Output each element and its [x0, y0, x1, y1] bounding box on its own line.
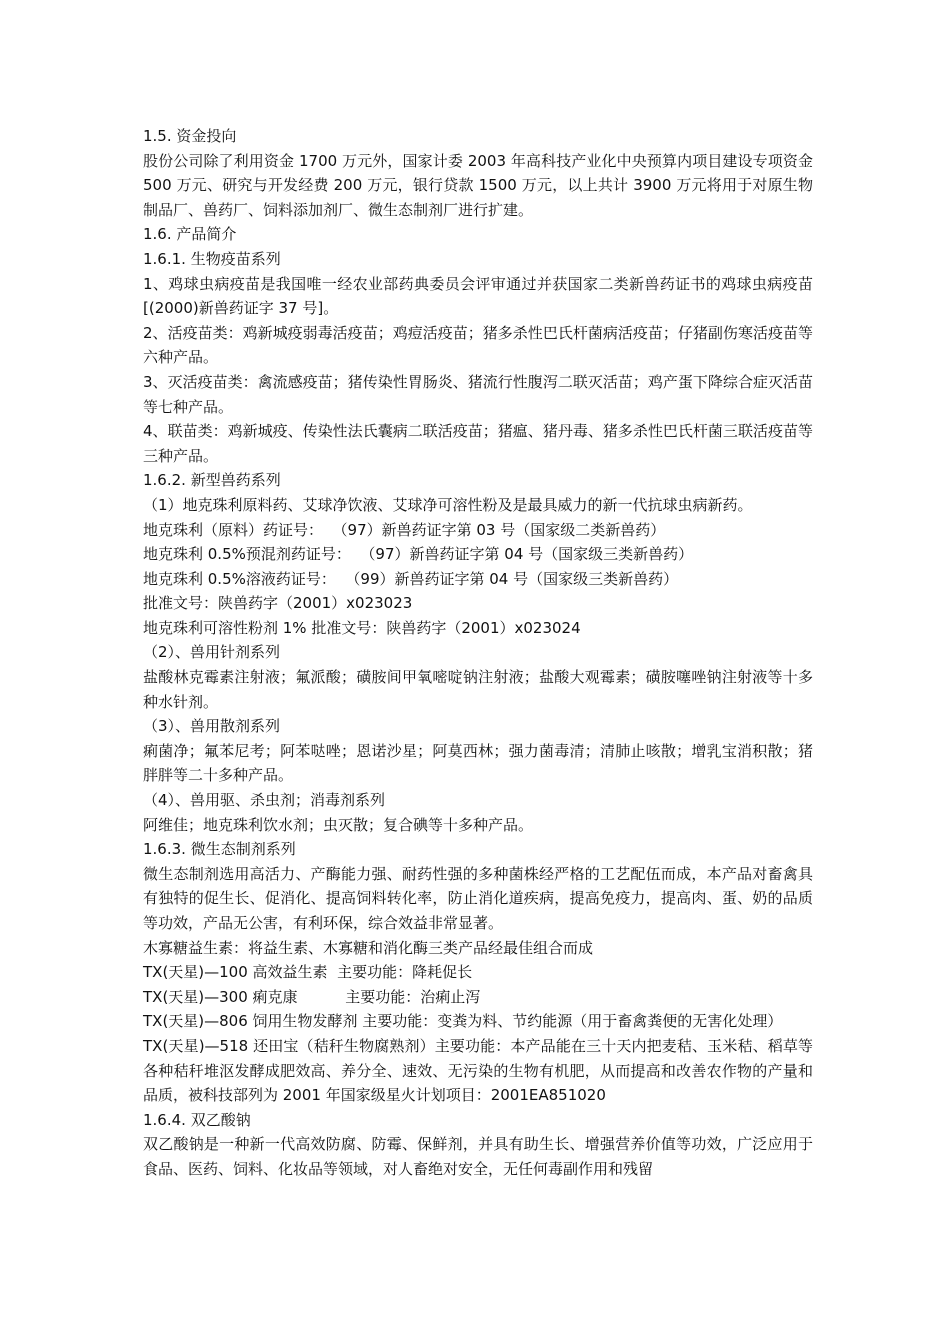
heading-1-6-2: 1.6.2. 新型兽药系列 — [143, 471, 281, 490]
paragraph-xylo-probiotic: 木寡糖益生素：将益生素、木寡糖和消化酶三类产品经最佳组合而成 — [143, 938, 594, 957]
heading-insecticide-series: （4）、兽用驱、杀虫剂；消毒剂系列 — [143, 791, 386, 810]
paragraph-vaccine-4: 4、联苗类：鸡新城疫、传染性法氏囊病二联活疫苗；猪瘟、猪丹毒、猪多杀性巴氏杆菌三联活疫苗等三种产品。 — [143, 422, 813, 465]
paragraph-license-1: 地克珠利（原料）药证号： （97）新兽药证字第 03 号（国家级二类新兽药） — [143, 520, 666, 539]
paragraph-approval-1: 批准文号：陕兽药字（2001）x023023 — [143, 594, 413, 613]
document-body — [143, 124, 813, 1182]
heading-1-6-3: 1.6.3. 微生态制剂系列 — [143, 840, 296, 859]
paragraph-funding: 股份公司除了利用资金 1700 万元外，国家计委 2003 年高科技产业化中央预算内项目建设专项资金 500 万元、研究与开发经费 200 万元，银行贷款 1500 万元，以上共计 3900 万元将用于对原生物制品厂、兽药厂、饲料添加剂厂、微生态制剂厂进行扩建。 — [143, 151, 813, 219]
heading-1-6-4: 1.6.4. 双乙酸钠 — [143, 1110, 251, 1129]
paragraph-tx-300: TX(天星)—300 痢克康 主要功能：治痢止泻 — [143, 987, 481, 1006]
paragraph-approval-2: 地克珠利可溶性粉剂 1% 批准文号：陕兽药字（2001）x023024 — [143, 618, 581, 637]
heading-injection-series: （2）、兽用针剂系列 — [143, 643, 281, 662]
paragraph-vaccine-1: 1、鸡球虫病疫苗是我国唯一经农业部药典委员会评审通过并获国家二类新兽药证书的鸡球虫病疫苗[(2000)新兽药证字 37 号]。 — [143, 274, 813, 318]
paragraph-license-2: 地克珠利 0.5%预混剂药证号： （97）新兽药证字第 04 号（国家级三类新兽药） — [143, 545, 694, 564]
paragraph-tx-100: TX(天星)—100 高效益生素 主要功能：降耗促长 — [143, 963, 473, 982]
paragraph-microbial: 微生态制剂选用高活力、产酶能力强、耐药性强的多种菌株经严格的工艺配伍而成，本产品对畜禽具有独特的促生长、促消化、提高饲料转化率，防止消化道疾病，提高免疫力，提高肉、蛋、奶的品质等功效，产品无公害，有利环保，综合效益非常显著。 — [143, 864, 813, 932]
paragraph-vet-1: （1）地克珠利原料药、艾球净饮液、艾球净可溶性粉及是最具威力的新一代抗球虫病新药。 — [143, 495, 753, 514]
paragraph-license-3: 地克珠利 0.5%溶液药证号： （99）新兽药证字第 04 号（国家级三类新兽药） — [143, 569, 679, 588]
paragraph-vaccine-3: 3、灭活疫苗类：禽流感疫苗；猪传染性胃肠炎、猪流行性腹泻二联灭活苗；鸡产蛋下降综合症灭活苗等七种产品。 — [143, 372, 813, 416]
paragraph-sodium-diacetate: 双乙酸钠是一种新一代高效防腐、防霉、保鲜剂，并具有助生长、增强营养价值等功效，广泛应用于食品、医药、饲料、化妆品等领域，对人畜绝对安全，无任何毒副作用和残留 — [143, 1135, 813, 1178]
paragraph-tx-518: TX(天星)—518 还田宝（秸秆生物腐熟剂）主要功能：本产品能在三十天内把麦秸、玉米秸、稻草等各种秸秆堆沤发酵成肥效高、养分全、速效、无污染的生物有机肥，从而提高和改善农作物的产量和品质，被科技部列为 2001 年国家级星火计划项目：2001EA851020 — [143, 1036, 813, 1105]
paragraph-powder-list: 痢菌净；氟苯尼考；阿苯哒唑；恩诺沙星；阿莫西林；强力菌毒清；清肺止咳散；增乳宝消积散；猪胖胖等二十多种产品。 — [143, 741, 813, 785]
paragraph-tx-806: TX(天星)—806 饲用生物发酵剂 主要功能：变粪为料、节约能源（用于畜禽粪便的无害化处理） — [143, 1012, 783, 1031]
heading-powder-series: （3）、兽用散剂系列 — [143, 717, 281, 736]
paragraph-insecticide-list: 阿维佳；地克珠利饮水剂；虫灭散；复合碘等十多种产品。 — [143, 815, 534, 834]
paragraph-vaccine-2: 2、活疫苗类：鸡新城疫弱毒活疫苗；鸡痘活疫苗；猪多杀性巴氏杆菌病活疫苗；仔猪副伤寒活疫苗等六种产品。 — [143, 323, 813, 367]
paragraph-injection-list: 盐酸林克霉素注射液；氟派酸；磺胺间甲氧嘧啶钠注射液；盐酸大观霉素；磺胺噻唑钠注射液等十多种水针剂。 — [143, 668, 813, 711]
heading-1-6: 1.6. 产品简介 — [143, 225, 237, 244]
heading-1-5: 1.5. 资金投向 — [143, 127, 237, 145]
heading-1-6-1: 1.6.1. 生物疫苗系列 — [143, 249, 281, 268]
